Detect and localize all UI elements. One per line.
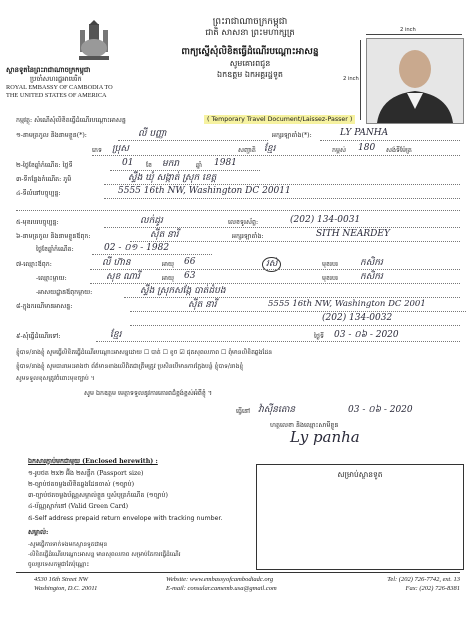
emergency-address[interactable]: 5555 16th NW, Washington DC 2001 xyxy=(268,299,426,309)
embassy-name-en: ROYAL EMBASSY OF CAMBODIA TO xyxy=(6,84,113,91)
spouse-dob-value[interactable]: 02 - ០១ - 1982 xyxy=(104,243,170,253)
footer-email[interactable]: E-mail: consular.camemb.usa@gmail.com xyxy=(166,585,277,592)
parents-address-value[interactable]: ស្ទឹង ស្រុកសង្កែ បាត់ដំបង xyxy=(140,286,226,296)
father-status[interactable]: រស់ xyxy=(262,257,281,272)
mother-job[interactable]: កសិករ xyxy=(360,272,383,282)
footer-divider xyxy=(16,572,460,573)
form-title: ពាក្យស្នើសុំលិខិតធ្វើដំណើរបណ្ដោះអាសន្ន xyxy=(181,47,319,57)
attachment-item-2: ២-ច្បាប់ថតចម្លងលិខិតឆ្លងដែនចាស់ (១ច្បាប់) xyxy=(28,481,135,488)
dob-year[interactable]: 1981 xyxy=(214,158,237,168)
spouse-latin-label: អក្សរឡាតាំង: xyxy=(232,233,264,240)
attachments-title: ឯកសារភ្ជាប់មកជាមួយ (Enclosed herewith) : xyxy=(28,458,158,465)
sex-label: ភេទ xyxy=(92,147,102,154)
office-use-box xyxy=(256,464,464,570)
attachment-item-5: ៥-Self address prepaid return envelope with tracking number. xyxy=(28,515,223,522)
dob-label: ២-ថ្ងៃខែឆ្នាំកំណើត: ថ្ងៃទី xyxy=(16,162,73,169)
royal-emblem-logo xyxy=(74,20,114,64)
header-motto: ជាតិ សាសនា ព្រះមហាក្សត្រ xyxy=(205,28,295,38)
dob-year-label: ឆ្នាំ xyxy=(196,162,202,169)
phone-label: លេខទូរស័ព្ទ: xyxy=(228,219,259,226)
mother-job-label: មុខរបរ xyxy=(322,275,338,282)
travel-date-label: ថ្ងៃទី xyxy=(314,333,324,340)
dob-day[interactable]: 01 xyxy=(122,158,134,168)
photo-height-label: 2 inch xyxy=(343,76,359,82)
request-highlight: ( Temporary Travel Document/Laissez-Passer ) xyxy=(204,115,355,124)
attachment-item-3: ៣-ច្បាប់ថតចម្លងប័ណ្ណសម្គាល់ខ្លួន ឬសំបុត្រកំណើត (១ច្បាប់) xyxy=(28,492,168,499)
photo-height-arrow xyxy=(360,40,361,120)
name-value[interactable]: លី បញ្ញា xyxy=(138,129,167,139)
mother-label: -ឈ្មោះម្ដាយ: xyxy=(36,275,67,282)
phone-value[interactable]: (202) 134-0031 xyxy=(290,215,361,225)
travel-date[interactable]: 03 - ០៦ - 2020 xyxy=(334,330,399,340)
embassy-name-en2: THE UNITED STATES OF AMERICA xyxy=(6,92,107,99)
address-value[interactable]: 5555 16th NW, Washington DC 20011 xyxy=(118,186,291,196)
footer-address-1: 4530 16th Street NW xyxy=(34,576,89,583)
dob-month-label: ខែ xyxy=(146,162,152,169)
closing-line: សូម ឯកឧត្ដម មេត្តាទទួលនូវការគោរពដ៏ខ្ពង់ខ្ពស់អំពីខ្ញុំ ។ xyxy=(84,390,213,397)
applicant-signature: Ly panha xyxy=(290,428,360,446)
height-label: កម្ពស់ xyxy=(332,147,346,154)
embassy-name-kh: ស្ថានទូតនៃព្រះរាជាណាចក្រកម្ពុជា xyxy=(6,66,91,74)
father-job-label: មុខរបរ xyxy=(322,261,338,268)
father-value[interactable]: លី ហ៊ាន xyxy=(102,258,131,268)
office-use-title: សម្រាប់ស្ថានទូត xyxy=(337,470,383,479)
sign-date[interactable]: 03 - ០៦ - 2020 xyxy=(348,405,413,415)
header-kingdom: ព្រះរាជាណាចក្រកម្ពុជា xyxy=(212,17,288,27)
embassy-name-kh2: ប្រចាំសហរដ្ឋអាមេរិក xyxy=(30,75,82,83)
emergency-label: ៨-ក្នុងករណីមានអាសន្ន: xyxy=(16,303,73,310)
footer-address-2: Washington, D.C. 20011 xyxy=(34,585,98,592)
spouse-value[interactable]: ស៊ីត នារី xyxy=(150,230,179,240)
spouse-dob-label: ថ្ងៃខែឆ្នាំកំណើត: xyxy=(36,246,74,253)
footer-fax: Fax: (202) 726-8381 xyxy=(405,585,460,592)
dob-month[interactable]: មករា xyxy=(162,159,180,169)
applicant-photo xyxy=(366,38,464,124)
pob-value[interactable]: ស្ទឹង ឃុំ សង្កាត់ ស្រុក ខេត្ត xyxy=(128,173,217,183)
father-label: ៧-ឈ្មោះឪពុក: xyxy=(16,261,52,268)
mother-age-label: អាយុ xyxy=(162,275,174,282)
sign-place-label: ធ្វើនៅ xyxy=(236,408,250,415)
sign-place[interactable]: វ៉ាស៊ីនតោន xyxy=(258,405,296,415)
addressee-line1: សូមគោរពជូន xyxy=(229,59,271,68)
footer-website[interactable]: Website: www.embassyofcambodiadc.org xyxy=(166,576,274,583)
name-latin-value[interactable]: LY PANHA xyxy=(340,128,389,138)
father-age-label: អាយុ xyxy=(162,261,174,268)
emergency-value[interactable]: ស៊ីត នារី xyxy=(188,300,217,310)
destination-label: ៩-សុំធ្វើដំណើរទៅ: xyxy=(16,333,61,340)
height-value[interactable]: 180 xyxy=(358,143,376,153)
emergency-phone[interactable]: (202) 134-0032 xyxy=(322,313,393,323)
note-title: សម្គាល់: xyxy=(28,529,49,536)
address-label: ៤-ទីលំនៅបច្ចុប្បន្ន: xyxy=(16,190,61,197)
spouse-label: ៦-នាមត្រកូល និងនាមខ្លួនឪពុក: xyxy=(16,233,91,240)
sex-value[interactable]: ប្រុស xyxy=(112,144,129,154)
name-label: ១-នាមត្រកូល និងនាមខ្លួន(*): xyxy=(16,132,87,139)
photo-width-arrow xyxy=(366,34,462,35)
spouse-latin-value[interactable]: SITH NEARDEY xyxy=(316,229,390,239)
father-age[interactable]: 66 xyxy=(184,257,196,267)
attachment-item-4: ៤-ប័ណ្ណស្នាក់នៅ (Valid Green Card) xyxy=(28,503,129,510)
reason-statement: ខ្ញុំបាទ/នាងខ្ញុំ សូមធ្វើលិខិតធ្វើដំណើរបណ្ដោះអាសន្នដោយ ☐ បាត់ ☐ ខូច ☑ ផុតសុពលភាព ☐ ពុំមានលិខិតឆ្លងដែន xyxy=(16,349,273,356)
occupation-label: ៥-មុខរបរបច្ចុប្បន្ន: xyxy=(16,219,59,226)
signature-role: ហត្ថលេខា និងឈ្មោះសាមីខ្លួន xyxy=(270,422,339,429)
pob-label: ៣-ទីកន្លែងកំណើត: ភូមិ xyxy=(16,176,72,183)
name-latin-label: អក្សរឡាតាំង(*): xyxy=(272,132,312,139)
nationality-value[interactable]: ខ្មែរ xyxy=(264,144,276,154)
note-line-2: -លិខិតធ្វើដំណើរបណ្ដោះអាសន្ន មានសុពលភាព សម្រាប់តែការធ្វើដំណើរ xyxy=(28,552,181,558)
declaration-line1: ខ្ញុំបាទ/នាងខ្ញុំ សូមធានាអះអាងថា ព័ត៌មានខាងលើពិតជាត្រឹមត្រូវ ប្រសិនបើមានការក្លែងបន្លំ ខ្ញុំបាទ/នាងខ្ញុំ xyxy=(16,363,244,370)
nationality-label: សញ្ជាតិ xyxy=(238,147,256,154)
photo-width-label: 2 inch xyxy=(400,27,416,33)
destination-value[interactable]: ខ្មែរ xyxy=(110,330,122,340)
footer-tel: Tel: (202) 726-7742, ext. 13 xyxy=(387,576,460,583)
parents-address-label: -អាសយដ្ឋានឪពុកម្ដាយ: xyxy=(36,289,93,296)
declaration-line2: សូមទទួលខុសត្រូវចំពោះមុខច្បាប់ ។ xyxy=(16,375,95,382)
mother-value[interactable]: សុខ ណារី xyxy=(106,272,140,282)
occupation-value[interactable]: លក់ដូរ xyxy=(140,216,163,226)
note-line-1: -សូមធ្វើការទាក់ទងមកស្ថានទូតជាមុន xyxy=(28,542,108,548)
height-unit: សង់ទីម៉ែត្រ xyxy=(386,147,412,154)
mother-age[interactable]: 63 xyxy=(184,271,196,281)
attachment-item-1: ១-រូបថត ២x២ អ៊ីង ២សន្លឹក (Passport size) xyxy=(28,470,144,477)
father-job[interactable]: កសិករ xyxy=(360,258,383,268)
addressee-line2: ឯកឧត្ដម ឯកអគ្គរដ្ឋទូត xyxy=(216,70,284,79)
request-subject: កម្មវត្ថុ: សំណើសុំលិខិតធ្វើដំណើរបណ្ដោះអាសន្ន xyxy=(16,117,126,124)
note-line-3: ចូលប្រទេសកម្ពុជាតែប៉ុណ្ណោះ xyxy=(28,562,90,568)
